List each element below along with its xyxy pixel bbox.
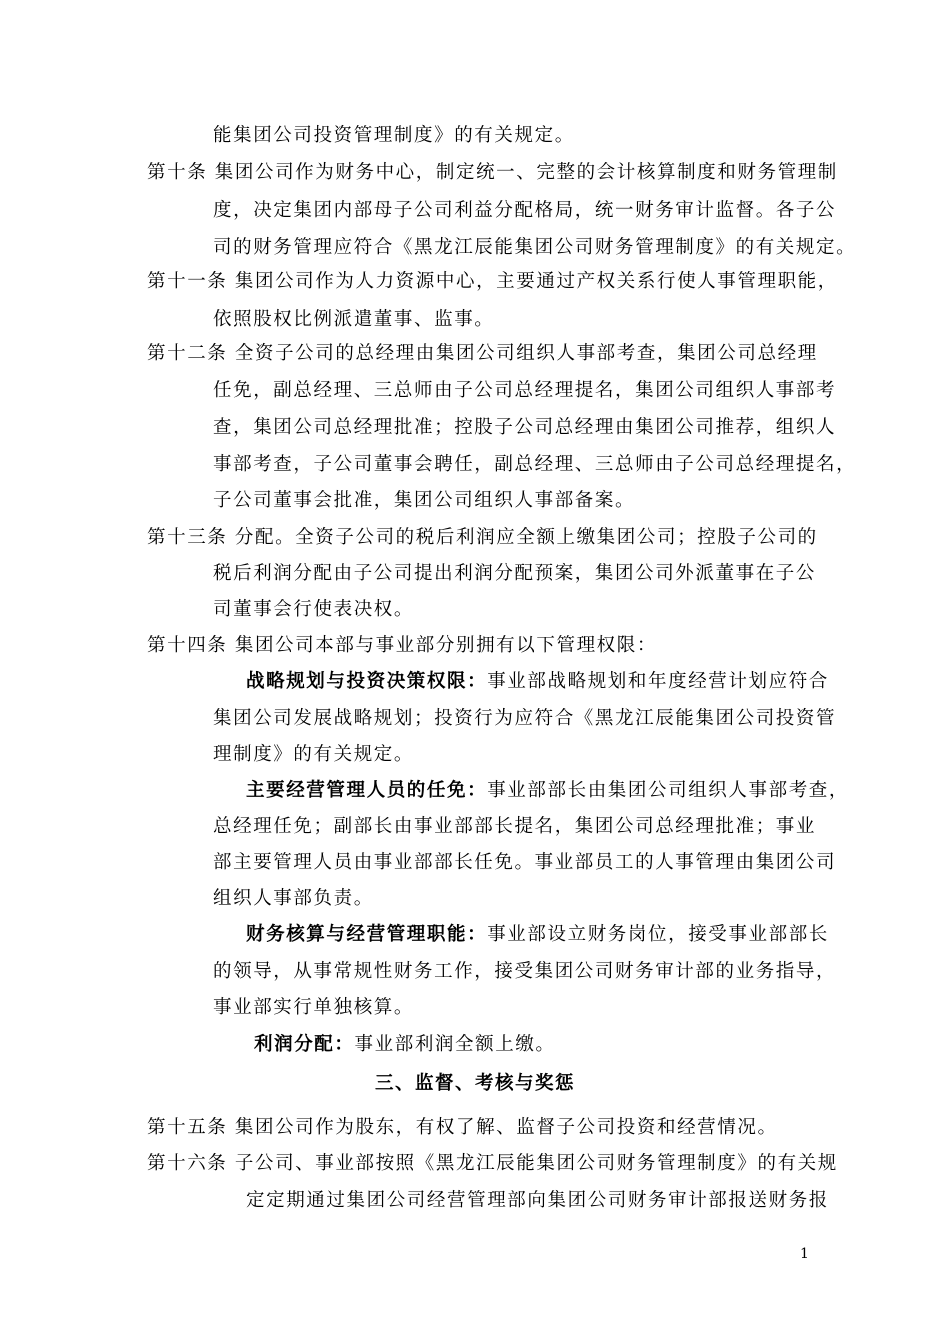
article-16-line: 第十六条 子公司、事业部按照《黑龙江辰能集团公司财务管理制度》的有关规 <box>147 1153 838 1174</box>
text-line: 部主要管理人员由事业部部长任免。事业部员工的人事管理由集团公司 <box>213 852 837 873</box>
clause-label: 战略规划与投资决策权限： <box>246 671 488 692</box>
text-line: 司董事会行使表决权。 <box>213 599 415 620</box>
text-line: 事业部实行单独核算。 <box>213 997 415 1018</box>
clause-label: 财务核算与经营管理职能： <box>246 924 488 945</box>
clause-label: 主要经营管理人员的任免： <box>246 780 488 801</box>
clause-label: 利润分配： <box>254 1034 355 1055</box>
text-line: 子公司董事会批准，集团公司组织人事部备案。 <box>213 490 636 511</box>
text-line: 查，集团公司总经理批准；控股子公司总经理由集团公司推荐，组织人 <box>213 417 837 438</box>
text-line: 度，决定集团内部母子公司利益分配格局，统一财务审计监督。各子公 <box>213 200 837 221</box>
text-line: 事部考查，子公司董事会聘任，副总经理、三总师由子公司总经理提名， <box>213 454 857 475</box>
article-13-line: 第十三条 分配。全资子公司的税后利润应全额上缴集团公司；控股子公司的 <box>147 527 818 548</box>
text-line: 任免，副总经理、三总师由子公司总经理提名，集团公司组织人事部考 <box>213 380 837 401</box>
strategy-clause-line: 战略规划与投资决策权限：事业部战略规划和年度经营计划应符合 <box>246 671 829 692</box>
finance-clause-line: 财务核算与经营管理职能：事业部设立财务岗位，接受事业部部长 <box>246 924 829 945</box>
text-line: 税后利润分配由子公司提出利润分配预案，集团公司外派董事在子公 <box>213 563 817 584</box>
text-line: 依照股权比例派遣董事、监事。 <box>213 309 495 330</box>
text-line: 的领导，从事常规性财务工作，接受集团公司财务审计部的业务指导， <box>213 961 837 982</box>
article-11-line: 第十一条 集团公司作为人力资源中心，主要通过产权关系行使人事管理职能， <box>147 271 838 292</box>
article-12-line: 第十二条 全资子公司的总经理由集团公司组织人事部考查，集团公司总经理 <box>147 343 818 364</box>
text-line: 司的财务管理应符合《黑龙江辰能集团公司财务管理制度》的有关规定。 <box>213 237 857 258</box>
text-line: 能集团公司投资管理制度》的有关规定。 <box>213 125 575 146</box>
text-line: 组织人事部负责。 <box>213 888 374 909</box>
page-number: 1 <box>800 1246 809 1262</box>
article-15-line: 第十五条 集团公司作为股东，有权了解、监督子公司投资和经营情况。 <box>147 1117 778 1138</box>
section-heading: 三、监督、考核与奖惩 <box>374 1073 575 1094</box>
text-line: 定定期通过集团公司经营管理部向集团公司财务审计部报送财务报 <box>246 1190 829 1211</box>
article-14-line: 第十四条 集团公司本部与事业部分别拥有以下管理权限： <box>147 635 657 656</box>
text-line: 总经理任免；副部长由事业部部长提名，集团公司总经理批准；事业 <box>213 816 817 837</box>
article-10-line: 第十条 集团公司作为财务中心，制定统一、完整的会计核算制度和财务管理制 <box>147 162 838 183</box>
text-line: 理制度》的有关规定。 <box>213 744 415 765</box>
profit-clause-line: 利润分配：事业部利润全额上缴。 <box>254 1034 556 1055</box>
text-line: 集团公司发展战略规划；投资行为应符合《黑龙江辰能集团公司投资管 <box>213 708 837 729</box>
appointment-clause-line: 主要经营管理人员的任免：事业部部长由集团公司组织人事部考查， <box>246 780 850 801</box>
